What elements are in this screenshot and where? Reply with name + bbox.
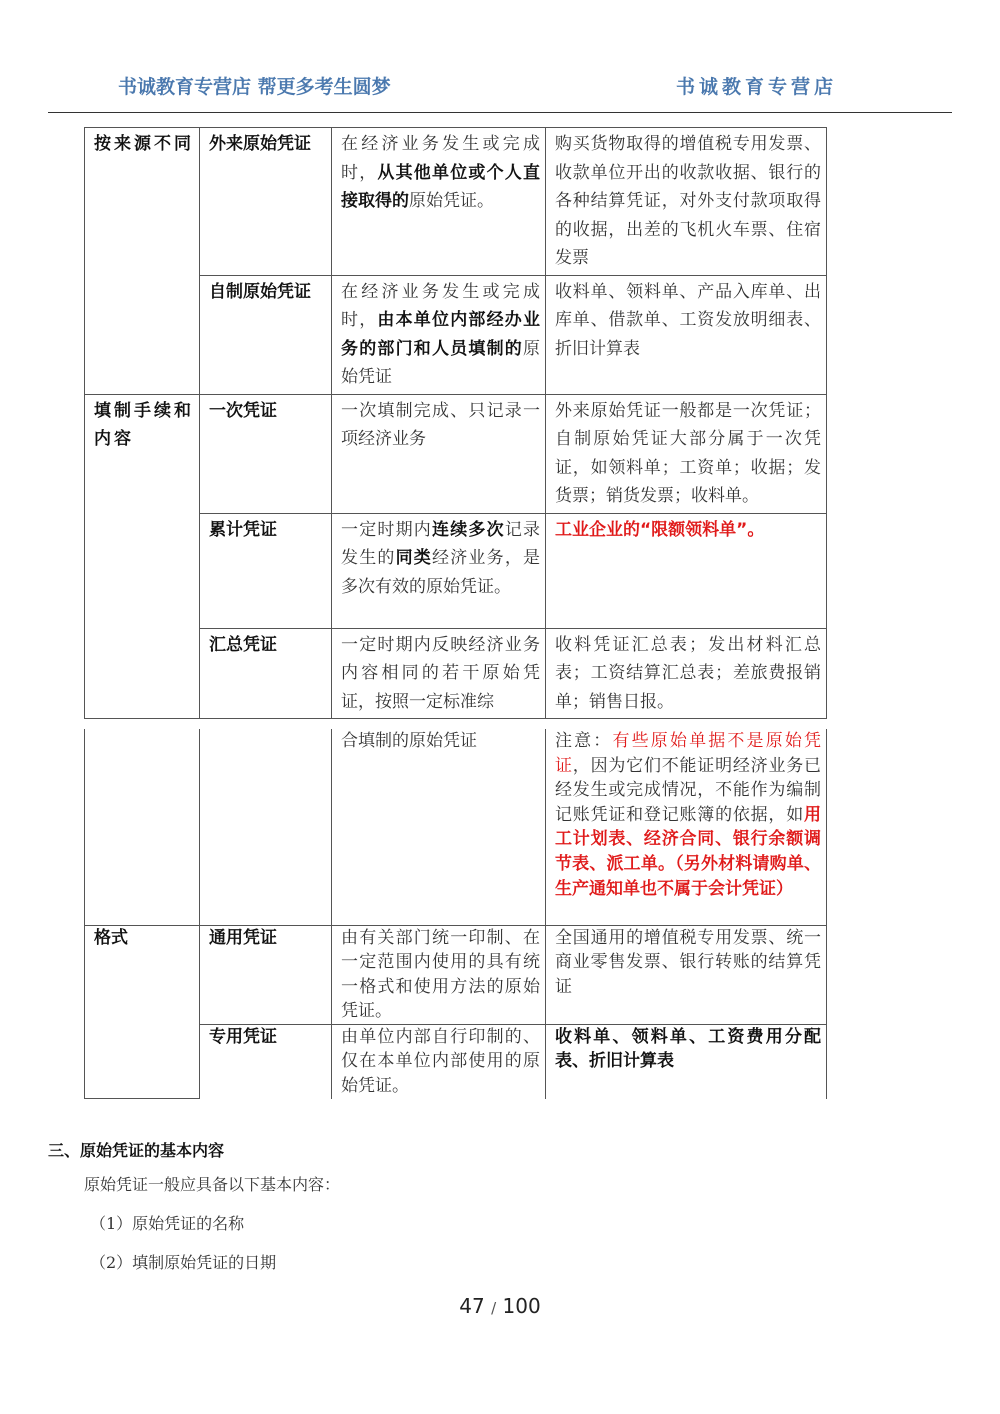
page-number: [0, 1294, 1000, 1318]
page-separator: /: [491, 1299, 497, 1317]
header-shop-slogan: 书诚教育专营店 帮更多考生圆梦: [118, 76, 391, 98]
subtype-cell: [200, 925, 332, 1024]
subtype-label: 累计凭证: [209, 519, 277, 540]
category-cell: [85, 128, 200, 395]
header-divider: [48, 112, 952, 113]
example-cell: 全国通用的增值税专用发票、统一商业零售发票、银行转账的结算凭证: [546, 925, 827, 1024]
definition-cell: 一定时期内连续多次记录发生的同类经济业务，是多次有效的原始凭证。: [332, 513, 546, 628]
table-row: [85, 394, 827, 513]
header-shop-name: 书诚教育专营店: [676, 76, 838, 98]
example-cell: 收料凭证汇总表；发出材料汇总表；工资结算汇总表；差旅费报销单；销售日报。: [546, 628, 827, 719]
note-cell: 注意：有些原始单据不是原始凭证，因为它们不能证明经济业务已经发生或完成情况，不能作为编制记账凭证和登记账簿的依据，如用工计划表、经济合同、银行余额调节表、派工单。（另外材料请购单、生产通知单也不属于会计凭证）: [546, 729, 827, 925]
subtype-label: 通用凭证: [209, 927, 277, 948]
subtype-label: 一次凭证: [209, 400, 277, 421]
subtype-cell: [200, 128, 332, 276]
category-cell: [85, 729, 200, 925]
total-pages: 100: [502, 1294, 541, 1318]
definition-cell: 一次填制完成、只记录一项经济业务: [332, 394, 546, 513]
table-row: [85, 128, 827, 276]
definition-cell: 由有关部门统一印制、在一定范围内使用的具有统一格式和使用方法的原始凭证。: [332, 925, 546, 1024]
category-label: 按来源不同: [94, 134, 194, 154]
section-title: 三、原始凭证的基本内容: [48, 1141, 225, 1160]
subtype-cell: [200, 628, 332, 719]
subtype-cell: [200, 729, 332, 925]
subtype-cell: [200, 275, 332, 394]
definition-cell: 在经济业务发生或完成时，从其他单位或个人直接取得的原始凭证。: [332, 128, 546, 276]
category-label: 格式: [94, 927, 128, 948]
subtype-label: 专用凭证: [209, 1026, 277, 1047]
definition-cell: 合填制的原始凭证: [332, 729, 546, 925]
example-cell: 外来原始凭证一般都是一次凭证；自制原始凭证大部分属于一次凭证，如领料单；工资单；收据；发货票；销货发票；收料单。: [546, 394, 827, 513]
category-label: 填制手续和内容: [94, 400, 194, 449]
definition-cell: 一定时期内反映经济业务内容相同的若干原始凭证，按照一定标准综: [332, 628, 546, 719]
example-cell: 工业企业的“限额领料单”。: [546, 513, 827, 628]
example-cell: 购买货物取得的增值税专用发票、收款单位开出的收款收据、银行的各种结算凭证，对外支付款项取得的收据，出差的飞机火车票、住宿发票: [546, 128, 827, 276]
subtype-cell: [200, 513, 332, 628]
definition-cell: 由单位内部自行印制的、仅在本单位内部使用的原始凭证。: [332, 1024, 546, 1098]
table-row: [85, 925, 827, 1024]
category-cell: [85, 394, 200, 719]
category-cell: [85, 925, 200, 1099]
subtype-cell: [200, 1024, 332, 1098]
section-intro: 原始凭证一般应具备以下基本内容：: [84, 1175, 341, 1194]
subtype-label: 外来原始凭证: [209, 134, 311, 154]
current-page: 47: [459, 1294, 485, 1318]
subtype-cell: [200, 394, 332, 513]
definition-cell: 在经济业务发生或完成时，由本单位内部经办业务的部门和人员填制的原始凭证: [332, 275, 546, 394]
list-item: （1）原始凭证的名称: [90, 1214, 245, 1233]
subtype-label: 汇总凭证: [209, 634, 277, 655]
example-cell: 收料单、领料单、产品入库单、出库单、借款单、工资发放明细表、折旧计算表: [546, 275, 827, 394]
voucher-classification-table: [84, 127, 827, 719]
subtype-label: 自制原始凭证: [209, 281, 311, 302]
table-row: [85, 729, 827, 925]
voucher-classification-table-continued: [84, 729, 827, 1099]
example-cell: 收料单、领料单、工资费用分配表、折旧计算表: [546, 1024, 827, 1098]
list-item: （2）填制原始凭证的日期: [90, 1253, 277, 1272]
